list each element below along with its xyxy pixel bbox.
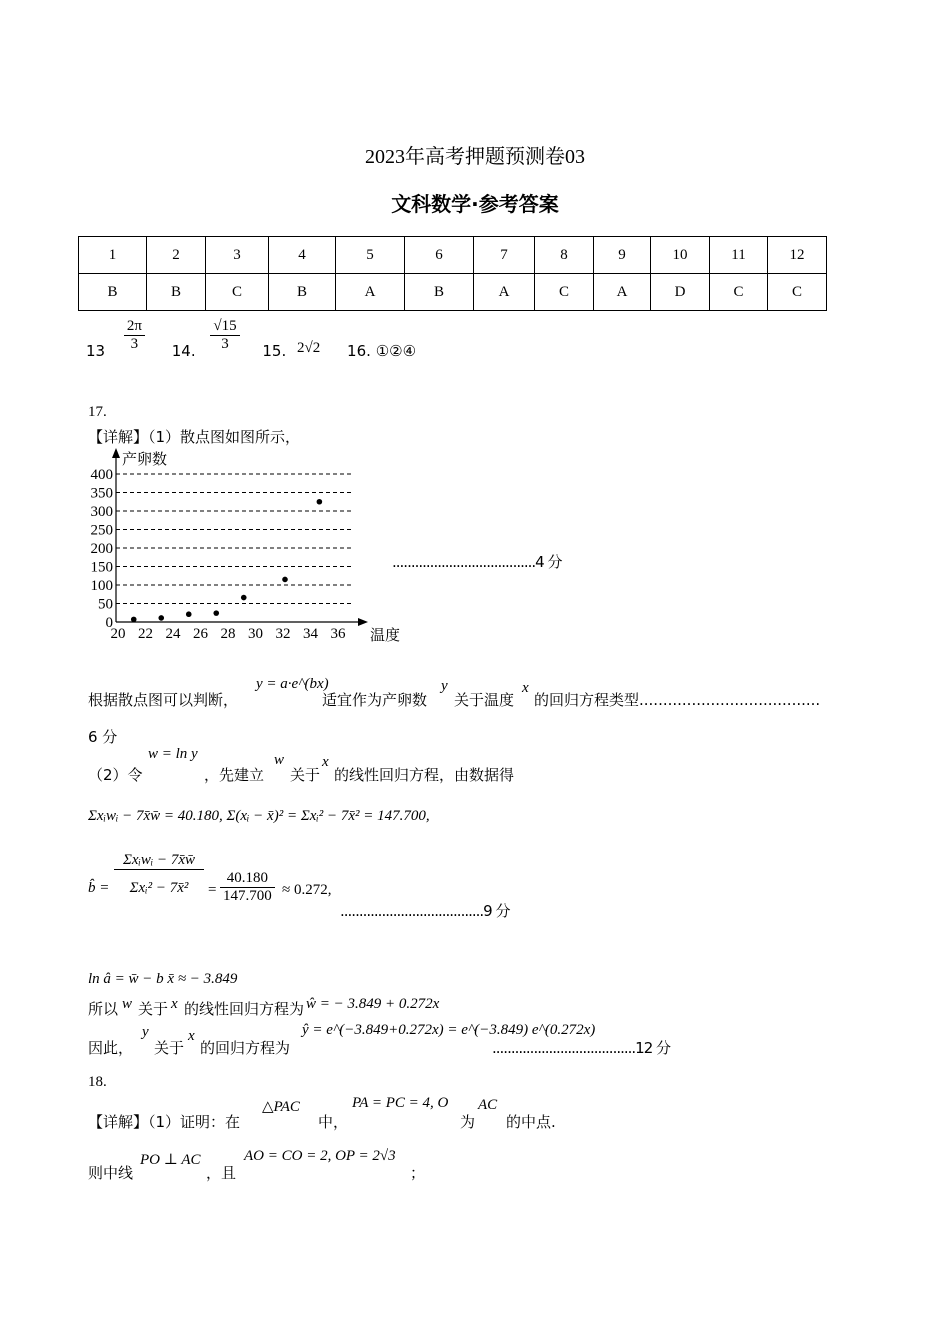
- question-number-cell: 12: [768, 237, 827, 274]
- question-number-cell: 7: [474, 237, 535, 274]
- question-number-cell: 9: [594, 237, 651, 274]
- q18-line2-prefix: 则中线: [88, 1164, 134, 1182]
- answer-cell: C: [206, 274, 269, 311]
- q17-bhat-denominator: Σxᵢ² − 7x̄²: [129, 880, 189, 896]
- q17-bhat-value-fraction: [220, 870, 275, 905]
- q17-part2-prefix: （2）令: [88, 766, 143, 784]
- q18-line1-suffix: 的中点.: [506, 1113, 556, 1131]
- q17-final-mid2: 的回归方程为: [200, 1039, 291, 1057]
- chart-x-tick: 32: [275, 626, 291, 642]
- q13-numerator: 2π: [124, 318, 145, 336]
- q17-bhat-numerator: Σxᵢwᵢ − 7x̄w̄: [114, 852, 204, 870]
- answer-table-answer-row: [79, 274, 827, 311]
- chart-x-tick: 30: [248, 626, 263, 642]
- q17-final-prefix: 因此，: [88, 1039, 134, 1057]
- question-number-cell: 11: [710, 237, 768, 274]
- chart-x-label: 温度: [370, 626, 400, 644]
- chart-data-point: [317, 499, 323, 505]
- chart-x-tick: 22: [138, 626, 153, 642]
- chart-y-tick: 300: [90, 504, 113, 520]
- q18-lengths: AO = CO = 2, OP = 2√3: [244, 1148, 396, 1164]
- question-number-cell: 4: [269, 237, 336, 274]
- chart-data-point: [131, 617, 137, 623]
- q18-triangle: △PAC: [262, 1099, 300, 1115]
- q16-label: 16.: [347, 342, 371, 360]
- q17-judge-formula: y = a·e^(bx): [256, 676, 329, 692]
- question-number-cell: 2: [147, 237, 206, 274]
- answer-cell: B: [147, 274, 206, 311]
- chart-y-tick: 100: [90, 578, 113, 594]
- q18-line1-prefix: 【详解】（1）证明：在: [88, 1113, 241, 1131]
- q17-bhat-result: ≈ 0.272,: [282, 882, 332, 898]
- q18-line1-mid: 中，: [318, 1113, 349, 1131]
- chart-y-tick: 150: [90, 559, 113, 576]
- q17-score-4: ......................................4 分: [392, 553, 562, 571]
- answer-table: [78, 236, 827, 311]
- answer-cell: C: [768, 274, 827, 311]
- q17-judge-mid1: 适宜作为产卵数: [322, 691, 428, 709]
- answer-cell: D: [651, 274, 710, 311]
- q14-denominator: 3: [221, 336, 229, 352]
- chart-x-tick: 26: [193, 626, 208, 642]
- q17-var-y-2: y: [142, 1024, 149, 1040]
- q17-var-x-4: x: [188, 1028, 195, 1044]
- chart-y-tick: 250: [90, 522, 113, 539]
- q14-label: 14.: [171, 342, 196, 360]
- q17-var-x: x: [522, 680, 529, 696]
- question-number-cell: 5: [336, 237, 405, 274]
- fill-blank-answers: [86, 318, 416, 360]
- question-number-cell: 6: [405, 237, 474, 274]
- q17-ln-a-line: ln â = w̄ − b x̄ ≈ − 3.849: [88, 971, 238, 987]
- q17-final-formula: ŷ = e^(−3.849+0.272x) = e^(−3.849) e^(0.272x): [302, 1022, 596, 1038]
- q14-answer: [210, 318, 239, 353]
- q17-score-6: 6 分: [88, 728, 118, 746]
- q18-line2-suffix: ；: [410, 1164, 426, 1182]
- answer-cell: C: [710, 274, 768, 311]
- answer-cell: B: [79, 274, 147, 311]
- q17-judge-suffix: 的回归方程类型......................................: [534, 691, 821, 709]
- q17-bhat-fraction: [114, 852, 204, 897]
- q15-label: 15.: [262, 342, 287, 360]
- q17-part2-mid1: ，先建立: [204, 766, 265, 784]
- chart-data-point: [158, 615, 164, 621]
- q18-line2-mid: ，且: [206, 1164, 237, 1182]
- q18-segment: AC: [478, 1097, 498, 1113]
- q17-var-w: w: [274, 752, 285, 768]
- q17-judge-mid2: 关于温度: [454, 691, 515, 709]
- q17-final-mid1: 关于: [154, 1039, 185, 1057]
- q17-equals: =: [208, 882, 217, 898]
- page-subtitle: 文科数学·参考答案: [391, 192, 559, 216]
- chart-y-label: 产卵数: [122, 450, 168, 468]
- q17-score-12: ......................................12 分: [492, 1039, 671, 1057]
- q14-numerator: √15: [210, 318, 239, 336]
- q17-bhat-symbolic: [114, 852, 204, 897]
- question-number-cell: 10: [651, 237, 710, 274]
- chart-y-tick: 400: [90, 467, 113, 483]
- chart-y-tick: 350: [90, 485, 113, 502]
- q17-bhat-lhs: b̂ =: [88, 880, 110, 896]
- q16-answer: ①②④: [375, 342, 417, 360]
- chart-x-tick: 20: [110, 626, 126, 642]
- q17-reg-mid2: 的线性回归方程为: [184, 1000, 305, 1018]
- q18-condition: PA = PC = 4, O: [352, 1095, 449, 1111]
- q17-var-y: y: [441, 678, 448, 694]
- q13-answer: [124, 318, 145, 353]
- q17-part2-mid2: 关于: [290, 766, 321, 784]
- q18-number: 18.: [88, 1074, 107, 1090]
- scatter-chart: [80, 446, 400, 646]
- q15-answer: 2√2: [297, 340, 321, 356]
- answer-cell: B: [269, 274, 336, 311]
- answer-cell: A: [594, 274, 651, 311]
- q17-judge-prefix: 根据散点图可以判断，: [88, 691, 239, 709]
- chart-x-tick: 28: [220, 626, 236, 642]
- q17-reg-mid1: 关于: [138, 1000, 169, 1018]
- page-title: 2023年高考押题预测卷03: [365, 146, 585, 168]
- chart-y-tick: 50: [98, 596, 113, 613]
- answer-cell: A: [336, 274, 405, 311]
- q17-score-9: ......................................9 分: [340, 902, 510, 920]
- q17-reg-formula: ŵ = − 3.849 + 0.272x: [306, 996, 440, 1012]
- answer-table-header-row: [79, 237, 827, 274]
- answer-cell: A: [474, 274, 535, 311]
- q17-var-x-2: x: [322, 754, 329, 770]
- q17-number: 17.: [88, 404, 107, 420]
- question-number-cell: 3: [206, 237, 269, 274]
- question-number-cell: 1: [79, 237, 147, 274]
- q17-reg-prefix: 所以: [88, 1000, 119, 1018]
- chart-x-tick: 34: [303, 626, 318, 642]
- question-number-cell: 8: [535, 237, 594, 274]
- q18-line1-mid2: 为: [460, 1113, 476, 1131]
- chart-data-point: [186, 611, 192, 617]
- chart-x-tick: 36: [330, 626, 346, 642]
- q17-var-x-3: x: [171, 996, 178, 1012]
- chart-data-point: [213, 610, 219, 616]
- chart-data-point: [282, 577, 288, 583]
- q13-label: 13: [86, 342, 106, 360]
- q17-sum-line: Σxᵢwᵢ − 7x̄w̄ = 40.180, Σ(xᵢ − x̄)² = Σxᵢ² − 7x̄² = 147.700,: [88, 808, 430, 824]
- q18-perp: PO ⊥ AC: [140, 1152, 201, 1168]
- chart-data-point: [241, 595, 247, 601]
- q17-bhat-value-den: 147.700: [223, 888, 272, 904]
- q17-bhat-value-num: 40.180: [220, 870, 275, 888]
- q17-var-w-2: w: [122, 996, 133, 1012]
- q17-intro: 【详解】（1）散点图如图所示，: [88, 428, 301, 446]
- answer-cell: B: [405, 274, 474, 311]
- q17-part2-formula: w = ln y: [148, 746, 198, 762]
- chart-y-tick: 0: [105, 615, 113, 631]
- chart-y-tick: 200: [90, 541, 113, 557]
- q17-part2-suffix: 的线性回归方程，由数据得: [334, 766, 515, 784]
- answer-cell: C: [535, 274, 594, 311]
- q13-denominator: 3: [130, 336, 139, 352]
- chart-x-tick: 24: [165, 626, 181, 642]
